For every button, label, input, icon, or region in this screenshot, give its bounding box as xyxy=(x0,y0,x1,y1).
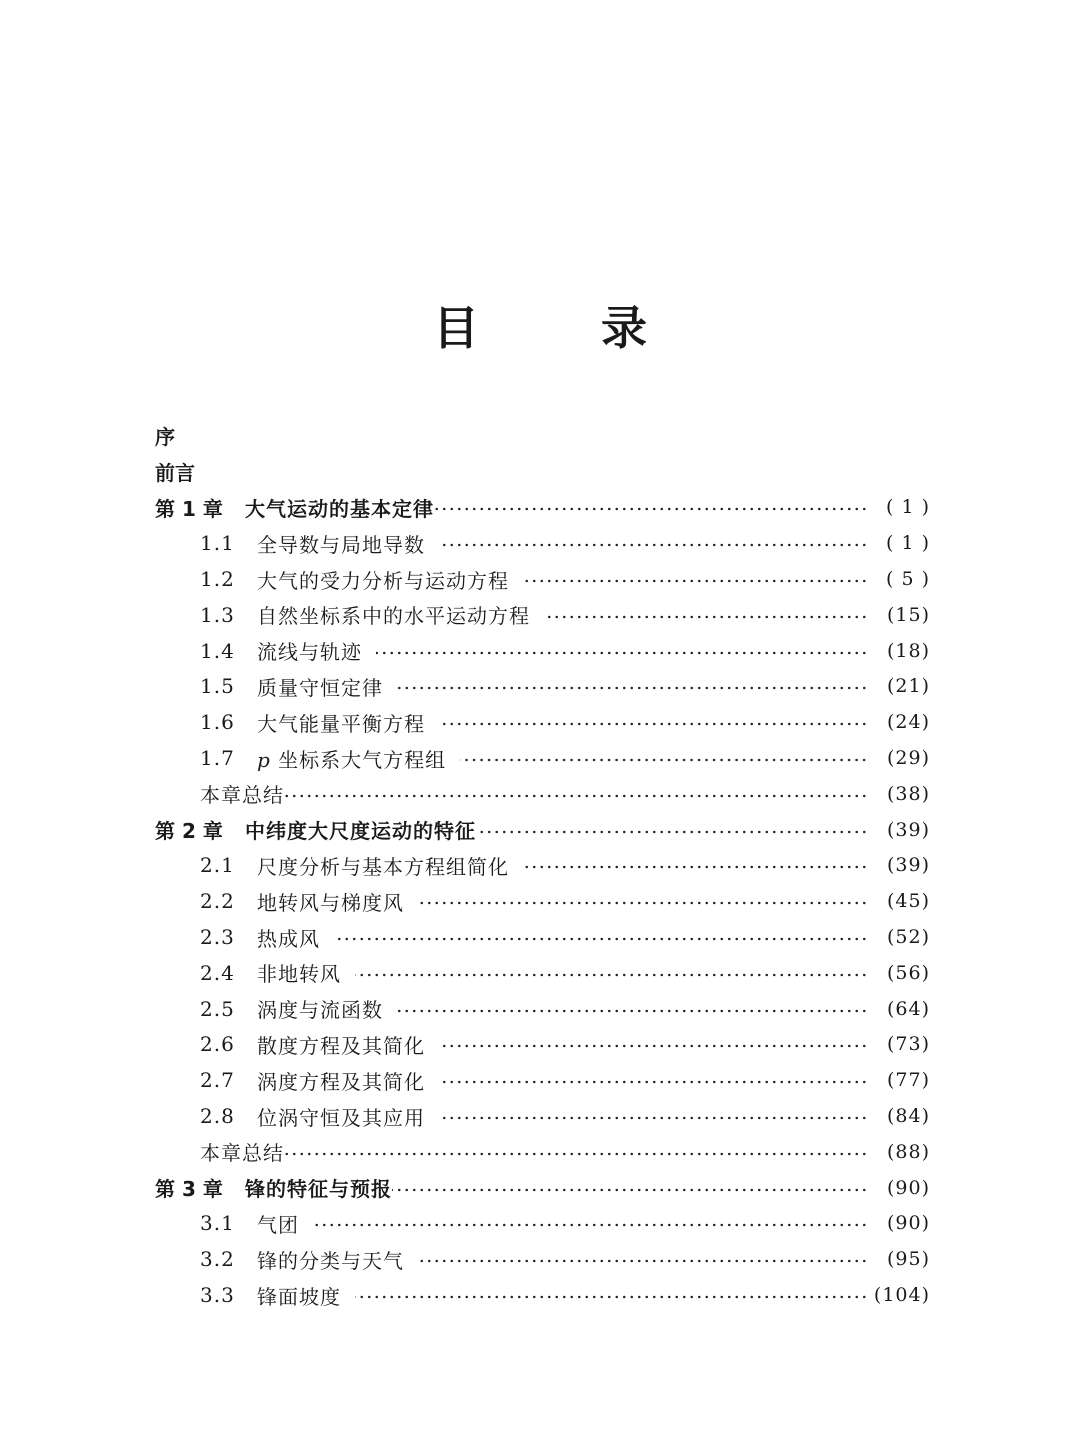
section-title: 大气能量平衡方程 xyxy=(257,711,425,736)
section-number: 1.1 xyxy=(200,531,235,556)
section-title: 散度方程及其简化 xyxy=(257,1033,425,1058)
chapter-title: 中纬度大尺度运动的特征 xyxy=(245,819,476,844)
section-number: 3.3 xyxy=(200,1283,235,1308)
summary-label: 本章总结 xyxy=(200,783,284,808)
section-number: 1.3 xyxy=(200,602,235,627)
toc-section-1-1[interactable] xyxy=(155,525,930,561)
page-title: 目 录 xyxy=(433,301,685,355)
dot-leader xyxy=(284,1144,868,1164)
toc-section-3-3[interactable] xyxy=(155,1277,930,1313)
toc-section-2-3[interactable] xyxy=(155,919,930,955)
page-number: (15) xyxy=(886,603,930,626)
section-title: 质量守恒定律 xyxy=(257,675,383,700)
dot-leader xyxy=(397,1001,868,1021)
toc-section-1-2[interactable] xyxy=(155,561,930,597)
section-title: 涡度与流函数 xyxy=(257,998,383,1023)
page-number: ( 5 ) xyxy=(886,568,930,591)
section-number: 2.6 xyxy=(200,1032,235,1057)
dot-leader xyxy=(476,822,868,842)
dot-leader xyxy=(376,643,868,663)
toc-section-1-4[interactable] xyxy=(155,633,930,669)
dot-leader xyxy=(460,750,868,770)
dot-leader xyxy=(397,678,868,698)
page-number: (56) xyxy=(886,961,930,984)
section-title: 大气的受力分析与运动方程 xyxy=(257,568,509,593)
page-number: (24) xyxy=(886,711,930,734)
table-of-contents xyxy=(155,418,930,1313)
section-title: 热成风 xyxy=(257,926,320,951)
toc-section-1-5[interactable] xyxy=(155,669,930,705)
section-title xyxy=(257,744,446,773)
toc-section-2-7[interactable] xyxy=(155,1062,930,1098)
page-number: (38) xyxy=(886,782,930,805)
dot-leader xyxy=(439,1036,868,1056)
section-title: 全导数与局地导数 xyxy=(257,532,425,557)
dot-leader xyxy=(392,1180,868,1200)
dot-leader xyxy=(355,965,868,985)
page-number: (64) xyxy=(886,997,930,1020)
page-number: ( 1 ) xyxy=(886,532,930,555)
toc-chapter-2[interactable] xyxy=(155,812,930,848)
toc-chapter-3[interactable] xyxy=(155,1170,930,1206)
page-number: (104) xyxy=(873,1284,930,1307)
section-number: 2.5 xyxy=(200,996,235,1021)
section-title: 尺度分析与基本方程组简化 xyxy=(257,854,509,879)
dot-leader xyxy=(434,499,868,519)
section-number: 1.5 xyxy=(200,674,235,699)
section-title: 非地转风 xyxy=(257,962,341,987)
section-number: 3.1 xyxy=(200,1211,235,1236)
chapter-number: 第 3 章 xyxy=(155,1177,223,1202)
dot-leader xyxy=(439,1108,868,1128)
dot-leader xyxy=(418,893,868,913)
toc-section-1-6[interactable] xyxy=(155,704,930,740)
dot-leader xyxy=(313,1215,868,1235)
toc-summary-2[interactable] xyxy=(155,1134,930,1170)
dot-leader xyxy=(523,571,868,591)
dot-leader xyxy=(334,929,868,949)
toc-section-1-7[interactable] xyxy=(155,740,930,776)
section-title: 地转风与梯度风 xyxy=(257,890,404,915)
toc-front-foreword[interactable] xyxy=(155,454,930,490)
page-number: (29) xyxy=(886,747,930,770)
section-title: 流线与轨迹 xyxy=(257,640,362,665)
page-number: (88) xyxy=(886,1140,930,1163)
toc-section-2-1[interactable] xyxy=(155,848,930,884)
summary-label: 本章总结 xyxy=(200,1141,284,1166)
page-number: ( 1 ) xyxy=(886,496,930,519)
section-number: 3.2 xyxy=(200,1247,235,1272)
chapter-title: 大气运动的基本定律 xyxy=(245,496,434,521)
dot-leader xyxy=(439,714,868,734)
page-number: (39) xyxy=(886,818,930,841)
section-number: 1.2 xyxy=(200,567,235,592)
toc-section-2-6[interactable] xyxy=(155,1027,930,1063)
section-title-rest: 坐标系大气方程组 xyxy=(270,747,447,772)
dot-leader xyxy=(544,607,868,627)
toc-section-1-3[interactable] xyxy=(155,597,930,633)
toc-chapter-1[interactable] xyxy=(155,490,930,526)
page-number: (21) xyxy=(886,675,930,698)
page-number: (73) xyxy=(886,1033,930,1056)
dot-leader xyxy=(439,1072,868,1092)
chapter-number: 第 2 章 xyxy=(155,819,223,844)
section-title: 气团 xyxy=(257,1212,299,1237)
section-title: 锋面坡度 xyxy=(257,1284,341,1309)
section-number: 1.7 xyxy=(200,746,235,771)
section-number: 2.3 xyxy=(200,925,235,950)
page-number: (84) xyxy=(886,1105,930,1128)
section-number: 2.8 xyxy=(200,1104,235,1129)
section-number: 1.4 xyxy=(200,638,235,663)
page-number: (90) xyxy=(886,1212,930,1235)
section-number: 2.4 xyxy=(200,960,235,985)
toc-section-2-8[interactable] xyxy=(155,1098,930,1134)
toc-front-label: 前言 xyxy=(155,461,195,486)
section-title: 位涡守恒及其应用 xyxy=(257,1105,425,1130)
toc-section-2-5[interactable] xyxy=(155,991,930,1027)
dot-leader xyxy=(284,786,868,806)
chapter-number: 第 1 章 xyxy=(155,496,223,521)
toc-section-2-4[interactable] xyxy=(155,955,930,991)
toc-section-3-1[interactable] xyxy=(155,1206,930,1242)
section-title-symbol: p xyxy=(257,747,271,772)
page-number: (45) xyxy=(886,890,930,913)
dot-leader xyxy=(355,1287,868,1307)
toc-section-2-2[interactable] xyxy=(155,883,930,919)
page-number: (52) xyxy=(886,926,930,949)
section-title: 涡度方程及其简化 xyxy=(257,1069,425,1094)
dot-leader xyxy=(439,535,868,555)
page-number: (95) xyxy=(886,1248,930,1271)
page-number: (39) xyxy=(886,854,930,877)
dot-leader xyxy=(418,1251,868,1271)
section-title: 自然坐标系中的水平运动方程 xyxy=(257,604,530,629)
toc-front-preface[interactable] xyxy=(155,418,930,454)
chapter-title: 锋的特征与预报 xyxy=(245,1177,392,1202)
section-number: 2.7 xyxy=(200,1068,235,1093)
section-title: 锋的分类与天气 xyxy=(257,1248,404,1273)
page-number: (90) xyxy=(886,1176,930,1199)
dot-leader xyxy=(523,857,868,877)
page-number: (77) xyxy=(886,1069,930,1092)
page-number: (18) xyxy=(886,639,930,662)
section-number: 1.6 xyxy=(200,710,235,735)
toc-front-label: 序 xyxy=(155,425,175,450)
toc-summary-1[interactable] xyxy=(155,776,930,812)
section-number: 2.2 xyxy=(200,889,235,914)
toc-section-3-2[interactable] xyxy=(155,1241,930,1277)
section-number: 2.1 xyxy=(200,853,235,878)
